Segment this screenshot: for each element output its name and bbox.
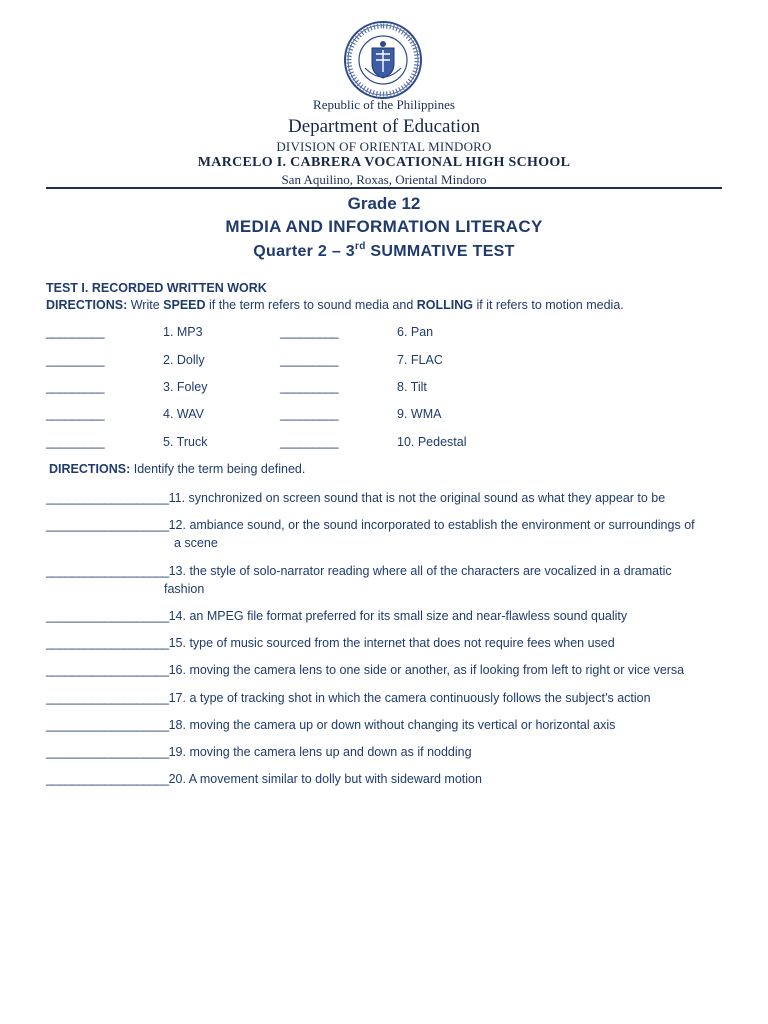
answer-blank[interactable]: _________ bbox=[280, 380, 339, 394]
definition-continuation: a scene bbox=[174, 536, 218, 550]
answer-blank[interactable]: ___________________ bbox=[46, 609, 169, 623]
answer-blank[interactable]: ___________________ bbox=[46, 745, 169, 759]
answer-blank[interactable]: ___________________ bbox=[46, 663, 169, 677]
test1-directions bbox=[46, 298, 624, 312]
answer-blank[interactable]: ___________________ bbox=[46, 772, 169, 786]
header-republic: Republic of the Philippines bbox=[313, 97, 455, 112]
keyword-speed: SPEED bbox=[163, 298, 206, 312]
directions-text: if it refers to motion media. bbox=[473, 298, 624, 312]
answer-blank[interactable]: ___________________ bbox=[46, 518, 169, 532]
definition-continuation: fashion bbox=[164, 582, 205, 596]
answer-blank[interactable]: _________ bbox=[280, 435, 339, 449]
answer-blank[interactable]: _________ bbox=[46, 435, 105, 449]
answer-blank[interactable]: ___________________ bbox=[46, 718, 169, 732]
definition-text: 13. the style of solo-narrator reading where all of the characters are vocalized in a dramatic bbox=[168, 564, 672, 578]
title-grade: Grade 12 bbox=[347, 194, 421, 213]
definition-text: 14. an MPEG file format preferred for its small size and near-flawless sound quality bbox=[168, 609, 628, 623]
header-divider bbox=[46, 187, 722, 189]
test-item: 1. MP3 bbox=[163, 325, 203, 339]
title-quarter-prefix: Quarter 2 – 3 bbox=[253, 243, 356, 260]
answer-blank[interactable]: _________ bbox=[46, 325, 105, 339]
directions-text: Identify the term being defined. bbox=[130, 462, 306, 476]
title-subject: MEDIA AND INFORMATION LITERACY bbox=[225, 217, 543, 236]
test-item: 9. WMA bbox=[397, 407, 442, 421]
test-item: 3. Foley bbox=[163, 380, 208, 394]
keyword-rolling: ROLLING bbox=[416, 298, 473, 312]
definition-item bbox=[46, 689, 736, 707]
answer-blank[interactable]: ___________________ bbox=[46, 636, 169, 650]
definition-text: 12. ambiance sound, or the sound incorporated to establish the environment or surroundings of bbox=[168, 518, 695, 532]
test-item: 10. Pedestal bbox=[397, 435, 467, 449]
test-item: 5. Truck bbox=[163, 435, 208, 449]
definition-text: 11. synchronized on screen sound that is not the original sound as what they appear to be bbox=[168, 491, 666, 505]
header-division: DIVISION OF ORIENTAL MINDORO bbox=[276, 139, 492, 154]
definition-item bbox=[46, 489, 736, 507]
test-item: 2. Dolly bbox=[163, 353, 205, 367]
definition-item bbox=[46, 516, 736, 552]
answer-blank[interactable]: _________ bbox=[280, 407, 339, 421]
definition-item bbox=[46, 634, 736, 652]
directions-label: DIRECTIONS: bbox=[46, 298, 128, 312]
definition-text: 17. a type of tracking shot in which the camera continuously follows the subject’s action bbox=[168, 691, 651, 705]
answer-blank[interactable]: _________ bbox=[46, 407, 105, 421]
directions-text: if the term refers to sound media and bbox=[205, 298, 417, 312]
title-quarter-suffix: SUMMATIVE TEST bbox=[365, 243, 515, 260]
test-item: 7. FLAC bbox=[397, 353, 443, 367]
definition-item bbox=[46, 607, 736, 625]
header-department: Department of Education bbox=[287, 116, 481, 137]
answer-blank[interactable]: _________ bbox=[46, 353, 105, 367]
definition-item bbox=[46, 562, 736, 598]
answer-blank[interactable]: ___________________ bbox=[46, 491, 169, 505]
title-quarter bbox=[0, 241, 768, 261]
definition-item bbox=[46, 743, 736, 761]
definition-item bbox=[46, 716, 736, 734]
test-item: 4. WAV bbox=[163, 407, 204, 421]
definition-item bbox=[46, 661, 736, 679]
test-item: 8. Tilt bbox=[397, 380, 427, 394]
answer-blank[interactable]: _________ bbox=[280, 325, 339, 339]
directions-text: Write bbox=[127, 298, 164, 312]
test2-directions bbox=[49, 462, 305, 476]
title-quarter-sup: rd bbox=[355, 241, 366, 252]
answer-blank[interactable]: ___________________ bbox=[46, 691, 169, 705]
definition-text: 18. moving the camera up or down without changing its vertical or horizontal axis bbox=[168, 718, 616, 732]
answer-blank[interactable]: ___________________ bbox=[46, 564, 169, 578]
header-school: MARCELO I. CABRERA VOCATIONAL HIGH SCHOOL bbox=[197, 155, 571, 170]
test-item: 6. Pan bbox=[397, 325, 434, 339]
answer-blank[interactable]: _________ bbox=[46, 380, 105, 394]
test1-heading: TEST I. RECORDED WRITTEN WORK bbox=[46, 281, 267, 295]
definition-text: 15. type of music sourced from the internet that does not require fees when used bbox=[168, 636, 615, 650]
deped-seal-icon bbox=[343, 20, 423, 100]
answer-blank[interactable]: _________ bbox=[280, 353, 339, 367]
header-address: San Aquilino, Roxas, Oriental Mindoro bbox=[281, 172, 487, 187]
definition-text: 20. A movement similar to dolly but with sideward motion bbox=[168, 772, 482, 786]
definition-text: 16. moving the camera lens to one side or another, as if looking from left to right or vice versa bbox=[168, 663, 685, 677]
definition-item bbox=[46, 770, 736, 788]
directions-label: DIRECTIONS: bbox=[49, 462, 131, 476]
definition-text: 19. moving the camera lens up and down as if nodding bbox=[168, 745, 472, 759]
